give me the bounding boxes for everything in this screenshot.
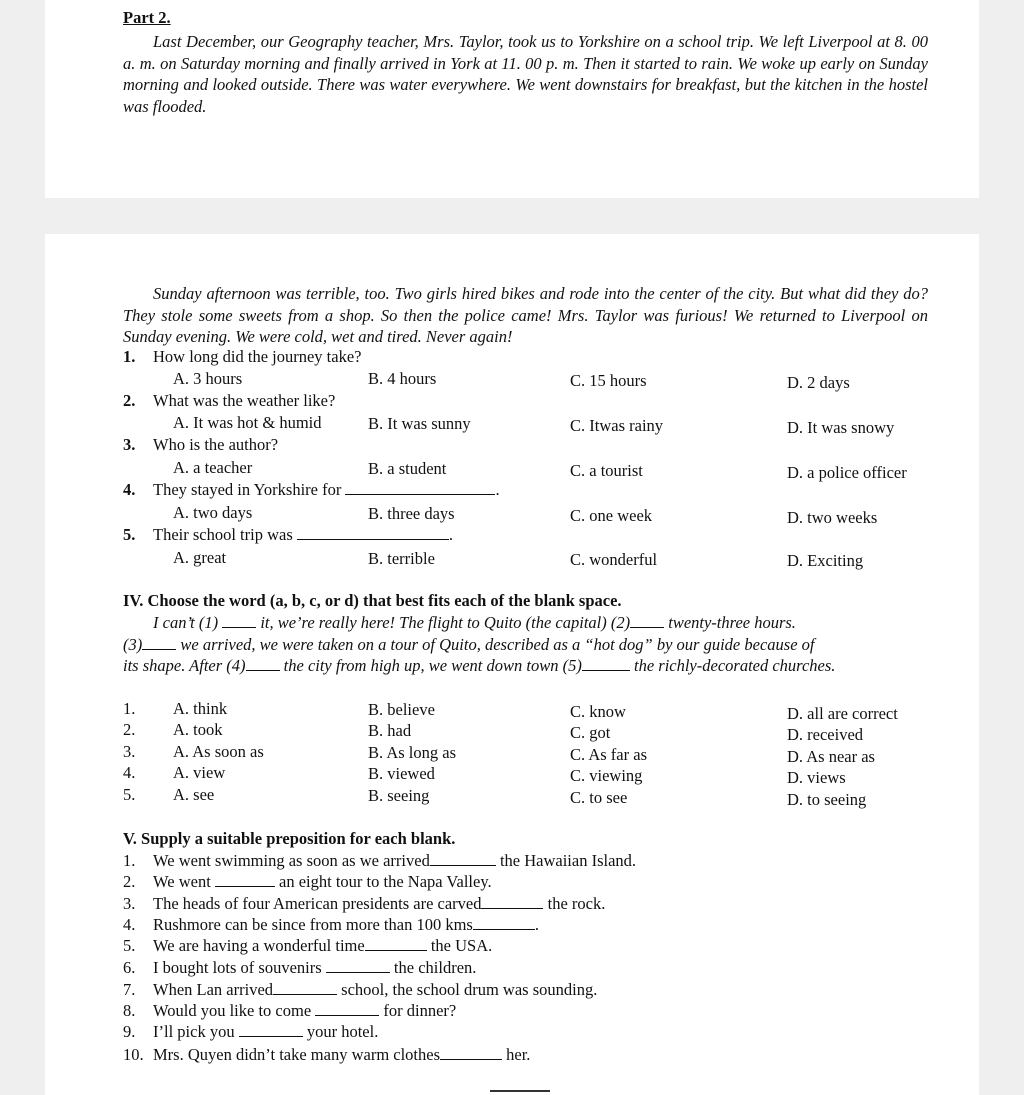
option-c: C. wonderful bbox=[570, 550, 658, 569]
option-b: B. seeing bbox=[368, 786, 430, 805]
answer-blank[interactable] bbox=[430, 851, 496, 866]
list-item: 4. Rushmore can be since from more than 100 kms . bbox=[123, 915, 539, 934]
list-item: 10. Mrs. Quyen didn’t take many warm clothes her. bbox=[123, 1045, 531, 1064]
answer-blank[interactable] bbox=[315, 1001, 379, 1016]
option-c: C. viewing bbox=[570, 766, 643, 785]
section-4-heading: IV. Choose the word (a, b, c, or d) that best fits each of the blank space. bbox=[123, 591, 622, 610]
option-b: B. believe bbox=[368, 700, 435, 719]
list-item: 9. I’ll pick you your hotel. bbox=[123, 1022, 379, 1041]
answer-blank[interactable] bbox=[473, 915, 535, 930]
blank-1[interactable] bbox=[222, 613, 256, 628]
list-item: 6. I bought lots of souvenirs the children. bbox=[123, 958, 477, 977]
option-c: C. to see bbox=[570, 788, 628, 807]
option-a: A. took bbox=[173, 720, 223, 739]
option-d: D. all are correct bbox=[787, 704, 898, 723]
passage-1: Last December, our Geography teacher, Mrs. Taylor, took us to Yorkshire on a school trip. We left Liverpool at 8. 00 a. m. on Saturday morning and finally arrived in York at 11. 00 p. m. Then it started to rain. We woke up early on Sunday morning and looked outside. There was water everywhere. We went downstairs for breakfast, but the kitchen in the hostel was flooded. bbox=[123, 32, 928, 116]
question-1: 1. How long did the journey take? bbox=[123, 347, 362, 366]
answer-blank[interactable] bbox=[481, 894, 543, 909]
option-c: C. know bbox=[570, 702, 626, 721]
option-c: C. a tourist bbox=[570, 461, 643, 480]
option-b: B. It was sunny bbox=[368, 414, 471, 433]
option-a: A. great bbox=[173, 548, 227, 567]
option-a: A. view bbox=[173, 763, 226, 782]
part-title: Part 2. bbox=[123, 8, 171, 27]
option-d: D. to seeing bbox=[787, 790, 867, 809]
option-a: A. As soon as bbox=[173, 742, 264, 761]
answer-blank[interactable] bbox=[365, 936, 427, 951]
blank-2[interactable] bbox=[630, 613, 664, 628]
option-b: B. a student bbox=[368, 459, 447, 478]
option-b: B. 4 hours bbox=[368, 369, 437, 388]
option-d: D. As near as bbox=[787, 747, 875, 766]
list-item: 8. Would you like to come for dinner? bbox=[123, 1001, 457, 1020]
option-b: B. terrible bbox=[368, 549, 435, 568]
option-d: D. received bbox=[787, 725, 864, 744]
option-d: D. It was snowy bbox=[787, 418, 895, 437]
item-number: 5. bbox=[123, 785, 136, 804]
answer-blank[interactable] bbox=[345, 480, 495, 495]
passage-2: Sunday afternoon was terrible, too. Two girls hired bikes and rode into the center of the city. But what did they do? They stole some sweets from a shop. So then the police came! Mrs. Taylor was furious! We returned to Liverpool on Sunday evening. We were cold, wet and tired. Never again! bbox=[123, 284, 928, 346]
option-d: D. two weeks bbox=[787, 508, 878, 527]
answer-blank[interactable] bbox=[297, 525, 449, 540]
question-5: 5. Their school trip was . bbox=[123, 525, 454, 544]
item-number: 4. bbox=[123, 763, 136, 782]
blank-3[interactable] bbox=[142, 635, 176, 650]
answer-blank[interactable] bbox=[326, 958, 390, 973]
question-4: 4. They stayed in Yorkshire for . bbox=[123, 480, 500, 499]
answer-blank[interactable] bbox=[440, 1045, 502, 1060]
option-b: B. As long as bbox=[368, 743, 457, 762]
blank-4[interactable] bbox=[246, 656, 280, 671]
answer-blank[interactable] bbox=[215, 872, 275, 887]
option-b: B. three days bbox=[368, 504, 455, 523]
option-c: C. one week bbox=[570, 506, 653, 525]
answer-blank[interactable] bbox=[239, 1022, 303, 1037]
option-b: B. viewed bbox=[368, 764, 435, 783]
list-item: 3. The heads of four American presidents are carved the rock. bbox=[123, 894, 606, 913]
section-5-heading: V. Supply a suitable preposition for each blank. bbox=[123, 829, 456, 848]
option-d: D. 2 days bbox=[787, 373, 850, 392]
option-a: A. 3 hours bbox=[173, 369, 243, 388]
option-b: B. had bbox=[368, 721, 412, 740]
item-number: 2. bbox=[123, 720, 136, 739]
section-4-passage: I can’t (1) it, we’re really here! The flight to Quito (the capital) (2) twenty-three hours. (3) we arrived, we were taken on a tour of Quito, described as a “hot dog” by our guide because of its shape. After (4) the city from high up, we went down town (5) the richly-decorated churches. bbox=[123, 613, 836, 675]
list-item: 7. When Lan arrived school, the school drum was sounding. bbox=[123, 980, 598, 999]
option-a: A. see bbox=[173, 785, 215, 804]
item-number: 1. bbox=[123, 699, 136, 718]
option-a: A. think bbox=[173, 699, 228, 718]
option-c: C. As far as bbox=[570, 745, 647, 764]
list-item: 5. We are having a wonderful time the USA. bbox=[123, 936, 493, 955]
answer-blank[interactable] bbox=[273, 980, 337, 995]
list-item: 1. We went swimming as soon as we arrived the Hawaiian Island. bbox=[123, 851, 637, 870]
item-number: 3. bbox=[123, 742, 136, 761]
option-a: A. It was hot & humid bbox=[173, 413, 322, 432]
option-c: C. got bbox=[570, 723, 611, 742]
question-3: 3. Who is the author? bbox=[123, 435, 279, 454]
option-a: A. two days bbox=[173, 503, 253, 522]
list-item: 2. We went an eight tour to the Napa Valley. bbox=[123, 872, 492, 891]
blank-5[interactable] bbox=[582, 656, 630, 671]
option-c: C. Itwas rainy bbox=[570, 416, 664, 435]
option-a: A. a teacher bbox=[173, 458, 253, 477]
question-2: 2. What was the weather like? bbox=[123, 391, 336, 410]
option-d: D. a police officer bbox=[787, 463, 907, 482]
option-d: D. Exciting bbox=[787, 551, 864, 570]
option-d: D. views bbox=[787, 768, 846, 787]
option-c: C. 15 hours bbox=[570, 371, 647, 390]
page-footer-mark bbox=[490, 1090, 550, 1095]
